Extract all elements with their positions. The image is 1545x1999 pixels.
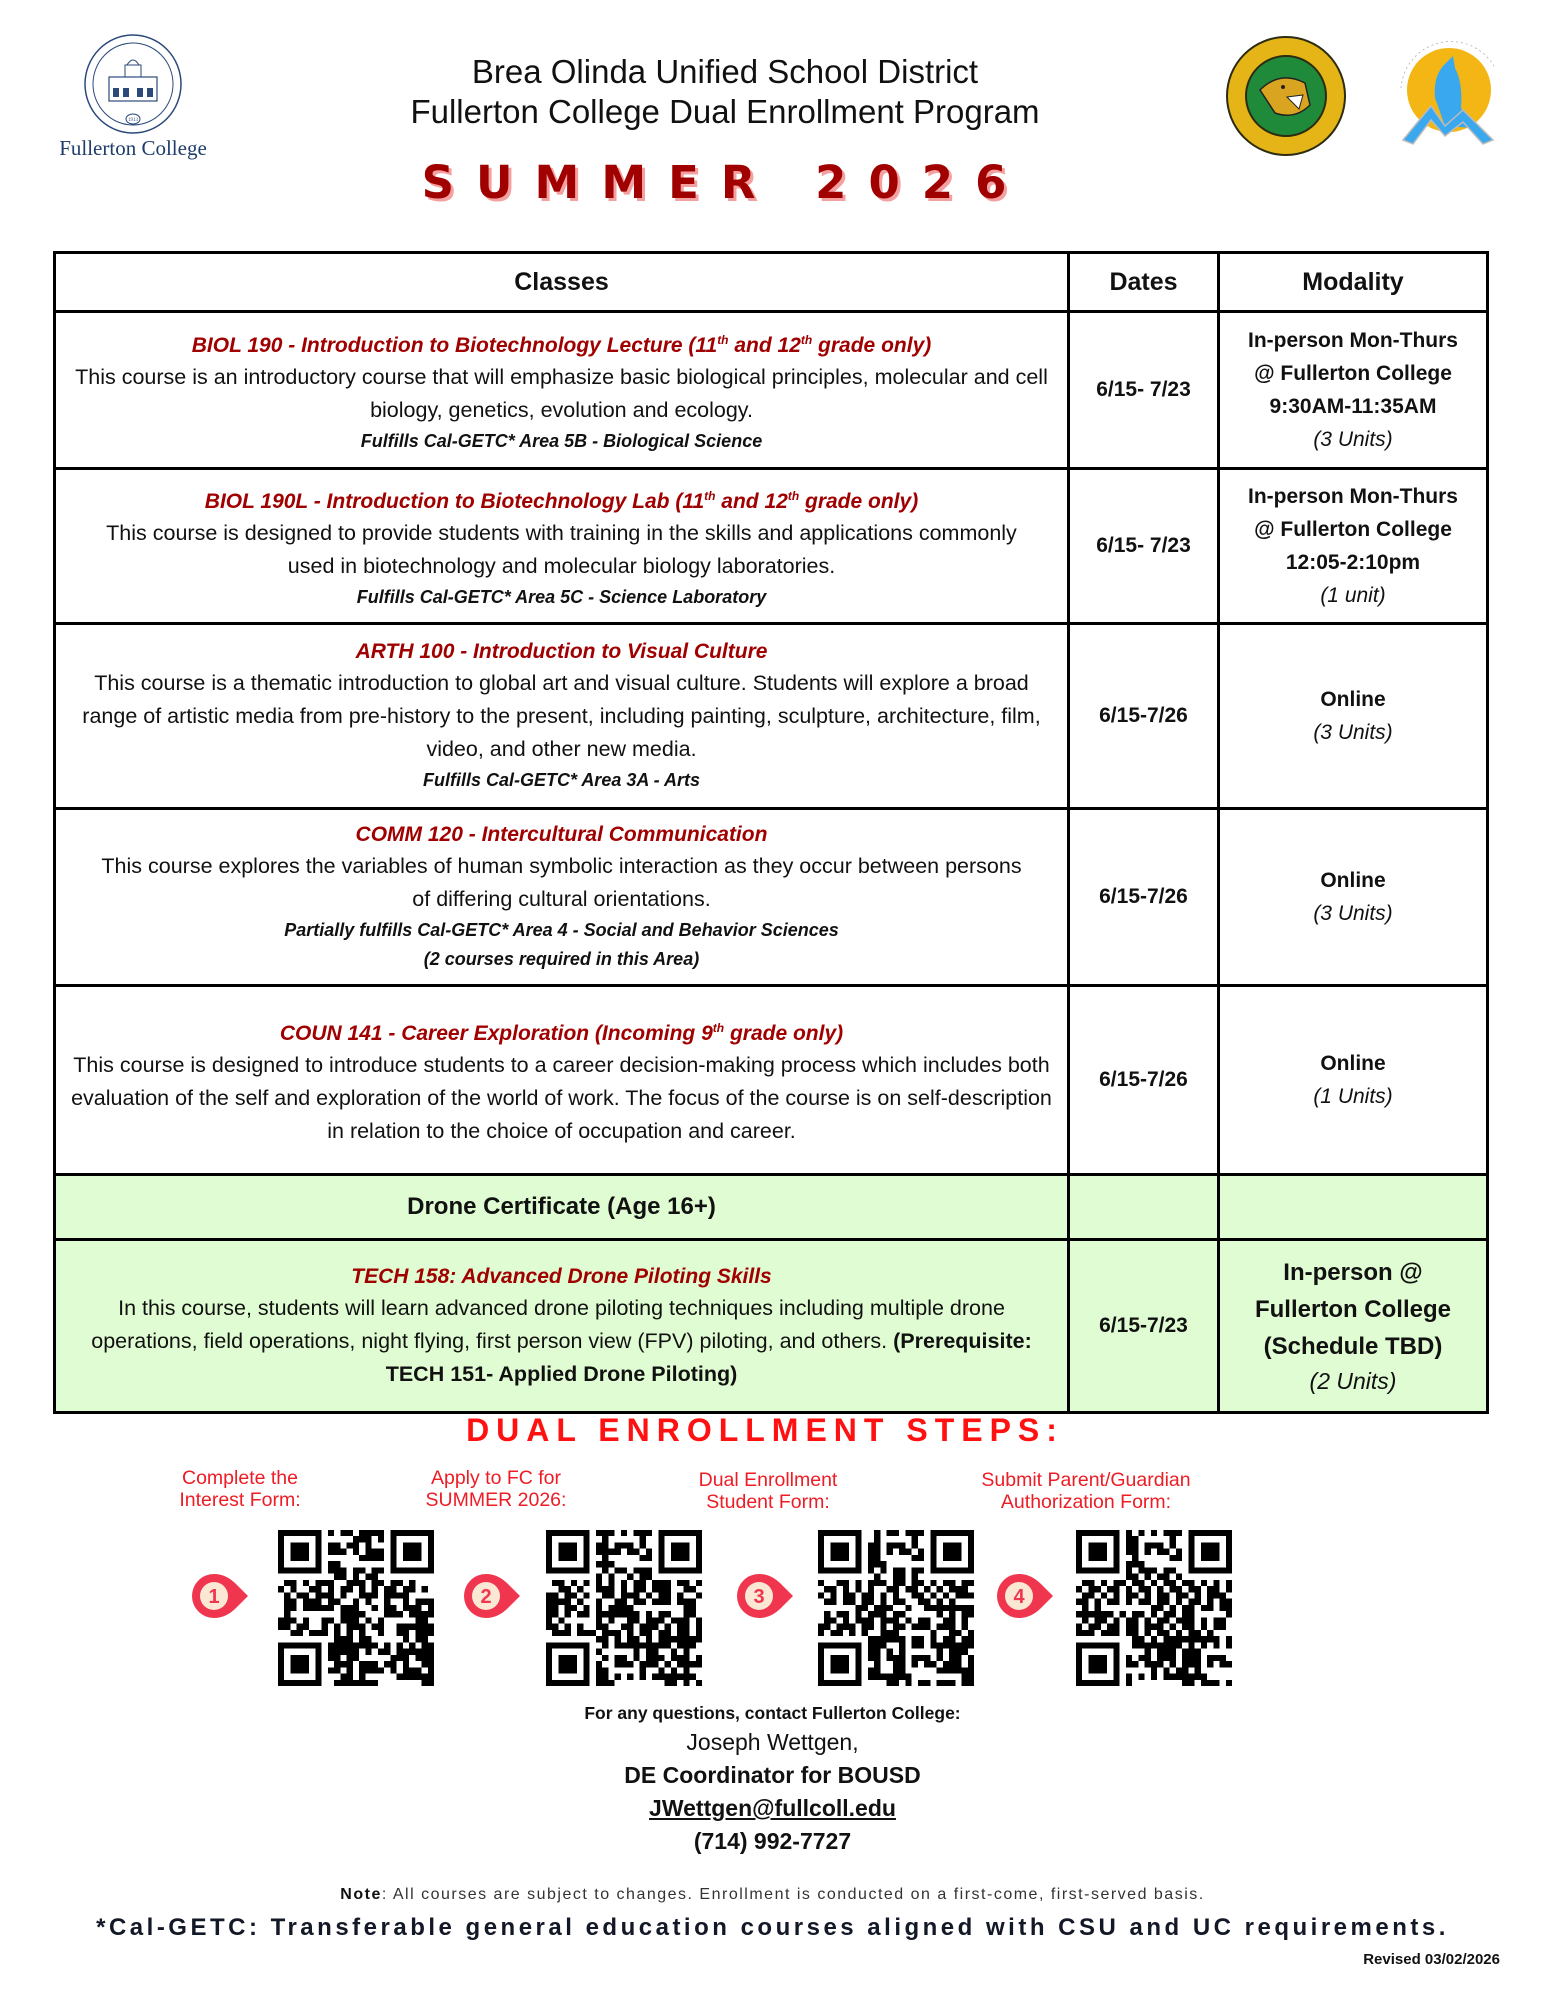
contact-block — [400, 1700, 1145, 1858]
contact-prompt: For any questions, contact Fullerton College: — [584, 1703, 961, 1723]
table-row — [55, 1240, 1488, 1413]
step-3-qr-code-icon[interactable] — [818, 1530, 974, 1686]
course-fulfills: Partially fulfills Cal-GETC* Area 4 - Social and Behavior Sciences — [284, 920, 839, 940]
modality-line: In-person @ — [1283, 1259, 1423, 1286]
course-description: This course explores the variables of human symbolic interaction as they occur between persons of differing cultural orientations. — [101, 854, 1022, 911]
step-label-line: Authorization Form: — [1000, 1491, 1172, 1513]
note-label: Note — [340, 1886, 382, 1903]
step-4-label — [946, 1469, 1226, 1513]
svg-text:2: 2 — [480, 1586, 492, 1608]
modality-line: @ Fullerton College — [1254, 518, 1452, 541]
footer-note — [50, 1886, 1495, 1904]
step-1-number-marker-icon — [190, 1572, 254, 1620]
contact-email-link[interactable]: JWettgen@fullcoll.edu — [649, 1795, 896, 1821]
course-units: (2 Units) — [1309, 1368, 1397, 1394]
cal-getc-definition: *Cal-GETC: Transferable general education courses aligned with CSU and UC requirements. — [96, 1914, 1449, 1941]
course-modality — [1219, 809, 1488, 986]
course-title: ARTH 100 - Introduction to Visual Culture — [355, 640, 768, 663]
modality-line: Online — [1320, 1052, 1386, 1075]
program-title: Fullerton College Dual Enrollment Program — [410, 93, 1040, 130]
step-3-label — [648, 1469, 888, 1513]
contact-name: Joseph Wettgen, — [686, 1729, 859, 1755]
course-cell — [55, 312, 1069, 469]
column-header-dates: Dates — [1069, 253, 1219, 312]
step-1-qr-code-icon[interactable] — [278, 1530, 434, 1686]
course-title: BIOL 190L - Introduction to Biotechnology Lab (11th and 12th grade only) — [204, 488, 919, 513]
svg-text:1913: 1913 — [128, 118, 138, 123]
table-row — [55, 469, 1488, 624]
modality-line: Online — [1320, 688, 1386, 711]
step-4-number-marker-icon — [995, 1572, 1059, 1620]
table-row — [55, 624, 1488, 809]
contact-role: DE Coordinator for BOUSD — [624, 1762, 921, 1788]
table-row — [55, 312, 1488, 469]
step-2-number-marker-icon — [462, 1572, 526, 1620]
step-label-line: Complete the — [182, 1467, 298, 1489]
course-title: COMM 120 - Intercultural Communication — [355, 823, 768, 846]
course-dates: 6/15- 7/23 — [1069, 469, 1219, 624]
brea-olinda-wildcats-logo — [1225, 35, 1347, 157]
empty-cell — [1219, 1175, 1488, 1240]
drone-certificate-heading-row — [55, 1175, 1488, 1240]
drone-certificate-heading: Drone Certificate (Age 16+) — [55, 1175, 1069, 1240]
modality-line: Online — [1320, 869, 1386, 892]
step-label-line: Dual Enrollment — [698, 1469, 838, 1491]
modality-time: 9:30AM-11:35AM — [1269, 395, 1437, 418]
column-header-modality: Modality — [1219, 253, 1488, 312]
dual-enrollment-steps-heading: DUAL ENROLLMENT STEPS: — [466, 1412, 1064, 1448]
column-header-classes: Classes — [55, 253, 1069, 312]
fullerton-college-wordmark: Fullerton College — [59, 136, 207, 160]
modality-line: In-person Mon-Thurs — [1248, 329, 1458, 352]
course-units: (3 Units) — [1313, 902, 1393, 925]
course-dates: 6/15- 7/23 — [1069, 312, 1219, 469]
svg-text:3: 3 — [753, 1586, 765, 1608]
svg-text:4: 4 — [1013, 1586, 1025, 1608]
district-title: Brea Olinda Unified School District — [471, 53, 979, 90]
brea-canyon-high-school-logo — [1383, 28, 1509, 156]
course-description: This course is a thematic introduction to global art and visual culture. Students will explore a broad range of artistic media from pre-history to the present, including painting, sculpture, architecture, film, video, and other new media. — [82, 671, 1041, 761]
course-description: This course is designed to introduce students to a career decision-making process which includes both evaluation of the self and exploration of the world of work. The focus of the course is on self-description in relation to the choice of occupation and career. — [71, 1052, 1052, 1143]
step-label-line: Submit Parent/Guardian — [981, 1469, 1191, 1491]
course-modality — [1219, 986, 1488, 1175]
course-cell — [55, 624, 1069, 809]
revised-date: Revised 03/02/2026 — [1363, 1951, 1500, 1968]
step-label-line: SUMMER 2026: — [425, 1489, 567, 1511]
table-row — [55, 809, 1488, 986]
modality-time: 12:05-2:10pm — [1285, 551, 1421, 574]
table-row — [55, 986, 1488, 1175]
course-cell — [55, 986, 1069, 1175]
svg-text:1: 1 — [208, 1586, 220, 1608]
term-heading: SUMMER 2026 — [421, 156, 1029, 209]
course-description: In this course, students will learn advanced drone piloting techniques including multiple drone operations, field operations, night flying, first person view (FPV) piloting, and others. (Prerequisite: TECH 151- Applied Drone Piloting) — [91, 1295, 1032, 1386]
step-2-label — [376, 1467, 616, 1511]
course-modality — [1219, 1240, 1488, 1413]
course-cell — [55, 469, 1069, 624]
page-title — [300, 52, 1150, 132]
course-modality — [1219, 312, 1488, 469]
fullerton-college-seal-logo — [83, 33, 183, 135]
step-label-line: Student Form: — [706, 1491, 830, 1513]
empty-cell — [1069, 1175, 1219, 1240]
course-fulfills: Fulfills Cal-GETC* Area 5C - Science Laboratory — [356, 586, 767, 607]
note-text: : All courses are subject to changes. Enrollment is conducted on a first-come, first-served basis. — [381, 1886, 1205, 1903]
course-title: COUN 141 - Career Exploration (Incoming 9th grade only) — [279, 1020, 844, 1045]
course-units: (1 unit) — [1320, 584, 1386, 607]
course-fulfills: Fulfills Cal-GETC* Area 5B - Biological Science — [360, 430, 763, 451]
course-title: TECH 158: Advanced Drone Piloting Skills — [351, 1264, 772, 1288]
contact-phone: (714) 992-7727 — [693, 1828, 852, 1854]
course-cell — [55, 809, 1069, 986]
step-label-line: Apply to FC for — [430, 1467, 562, 1489]
step-label-line: Interest Form: — [179, 1489, 301, 1511]
modality-line: @ Fullerton College — [1254, 362, 1452, 385]
course-dates: 6/15-7/23 — [1069, 1240, 1219, 1413]
classes-table — [53, 251, 1489, 1414]
course-dates: 6/15-7/26 — [1069, 809, 1219, 986]
course-units: (3 Units) — [1313, 721, 1393, 744]
course-modality — [1219, 624, 1488, 809]
course-dates: 6/15-7/26 — [1069, 986, 1219, 1175]
table-header-row — [55, 253, 1488, 312]
step-3-number-marker-icon — [735, 1572, 799, 1620]
course-modality — [1219, 469, 1488, 624]
course-fulfills-note: (2 courses required in this Area) — [423, 949, 700, 969]
modality-line: In-person Mon-Thurs — [1248, 485, 1458, 508]
step-1-label — [120, 1467, 360, 1511]
course-title: BIOL 190 - Introduction to Biotechnology Lecture (11th and 12th grade only) — [191, 332, 932, 357]
step-2-qr-code-icon[interactable] — [546, 1530, 702, 1686]
course-units: (1 Units) — [1313, 1085, 1393, 1108]
course-units: (3 Units) — [1313, 428, 1393, 451]
course-prerequisite: (Prerequisite: TECH 151- Applied Drone Piloting) — [385, 1328, 1032, 1386]
modality-line: (Schedule TBD) — [1263, 1333, 1443, 1360]
course-description: This course is designed to provide students with training in the skills and applications commonly used in biotechnology and molecular biology laboratories. — [106, 520, 1017, 578]
course-description: This course is an introductory course that will emphasize basic biological principles, molecular and cell biology, genetics, evolution and ecology. — [75, 364, 1048, 422]
step-4-qr-code-icon[interactable] — [1076, 1530, 1232, 1686]
course-dates: 6/15-7/26 — [1069, 624, 1219, 809]
course-cell — [55, 1240, 1069, 1413]
modality-line: Fullerton College — [1254, 1296, 1451, 1323]
course-fulfills: Fulfills Cal-GETC* Area 3A - Arts — [422, 770, 701, 790]
